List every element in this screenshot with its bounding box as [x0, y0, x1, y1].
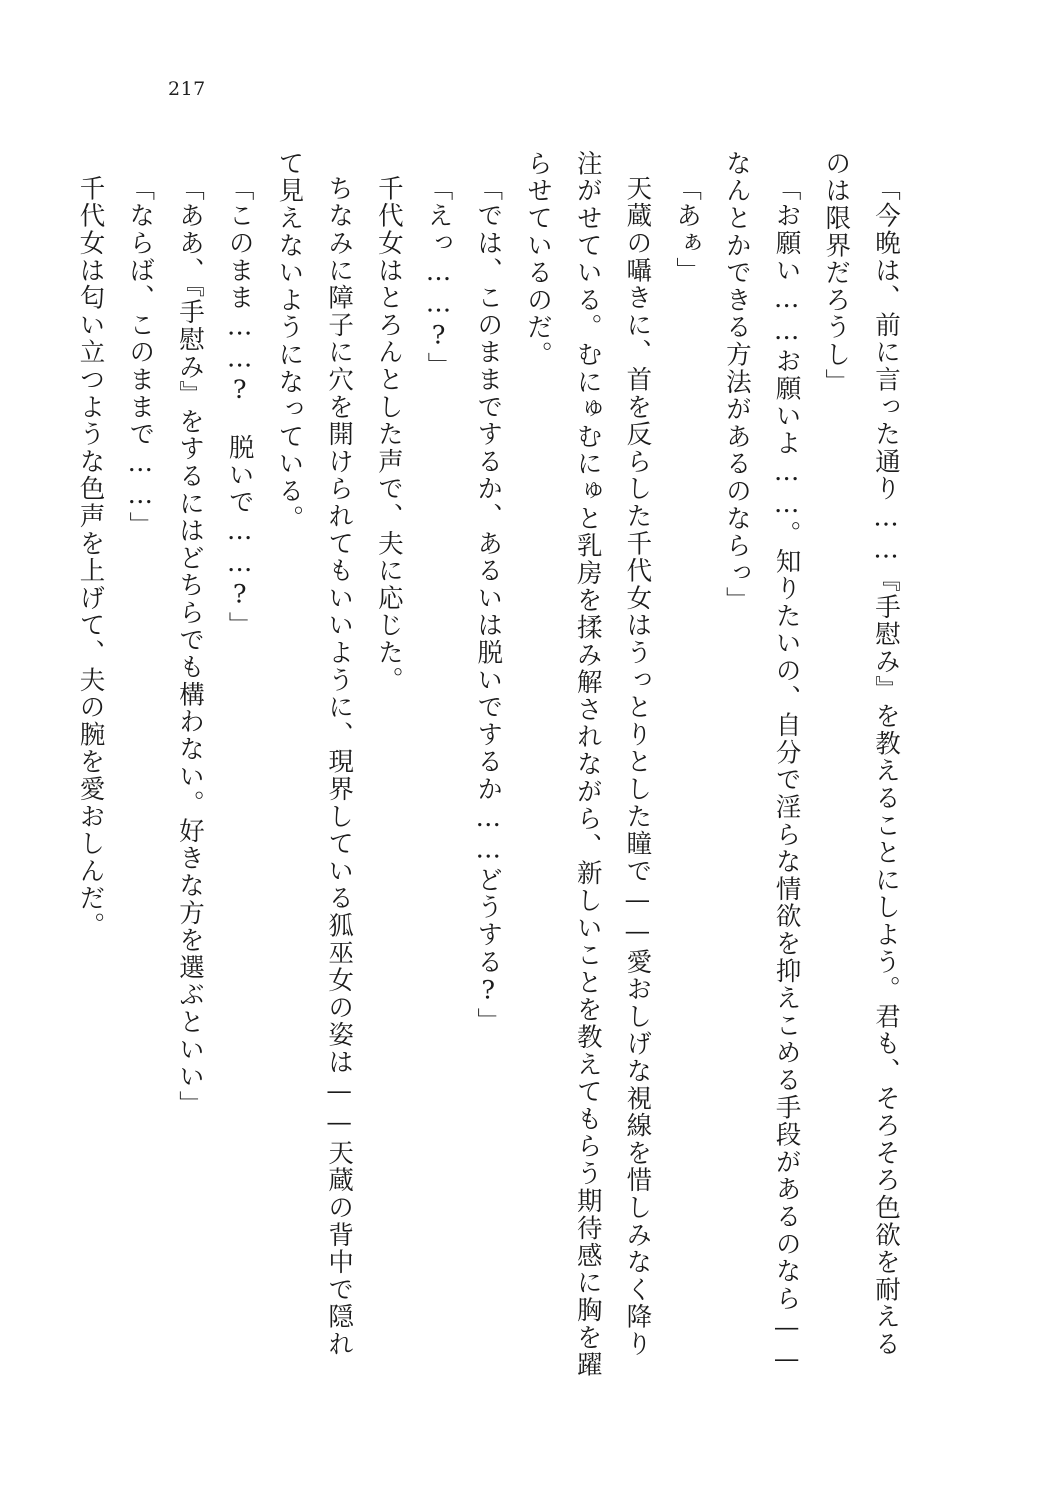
page-number: 217: [168, 78, 206, 100]
paragraph: 「ああ、『手慰み』をするにはどちらでも構わない。好きな方を選ぶといい」: [174, 175, 205, 1118]
paragraph: 「では、このままでするか、あるいは脱いでするか……どうする?」: [473, 175, 504, 1035]
paragraph: 「今晩は、前に言った通り……『手慰み』を教えることにしよう。君も、そろそろ色欲を耐えるのは限界だろうし」: [821, 150, 901, 1358]
paragraph: 天蔵の囁きに、首を反らした千代女はうっとりとした瞳で——愛おしげな視線を惜しみなく降り注がせている。むにゅむにゅと乳房を揉み解されながら、新しいことを教えてもらう期待感に胸を躍らせているのだ。: [522, 150, 653, 1379]
paragraph: 「あぁ」: [672, 175, 703, 285]
paragraph: 「このまま……? 脱いで……?」: [224, 175, 255, 639]
paragraph: ちなみに障子に穴を開けられてもいいように、現界している狐巫女の姿は——天蔵の背中で隠れて見えないようになっている。: [274, 150, 355, 1358]
paragraph: 千代女はとろんとした声で、夫に応じた。: [373, 175, 404, 694]
body-text: [75, 150, 910, 1380]
paragraph: 「えっ……?」: [423, 175, 454, 380]
paragraph: 「ならば、このままで……」: [125, 175, 156, 539]
paragraph: 千代女は匂い立つような色声を上げて、夫の腕を愛おしんだ。: [75, 175, 106, 940]
paragraph: 「お願い……お願いよ……。知りたいの、自分で淫らな情欲を抑えこめる手段があるのなら——なんとかできる方法があるのならっ」: [721, 150, 802, 1376]
